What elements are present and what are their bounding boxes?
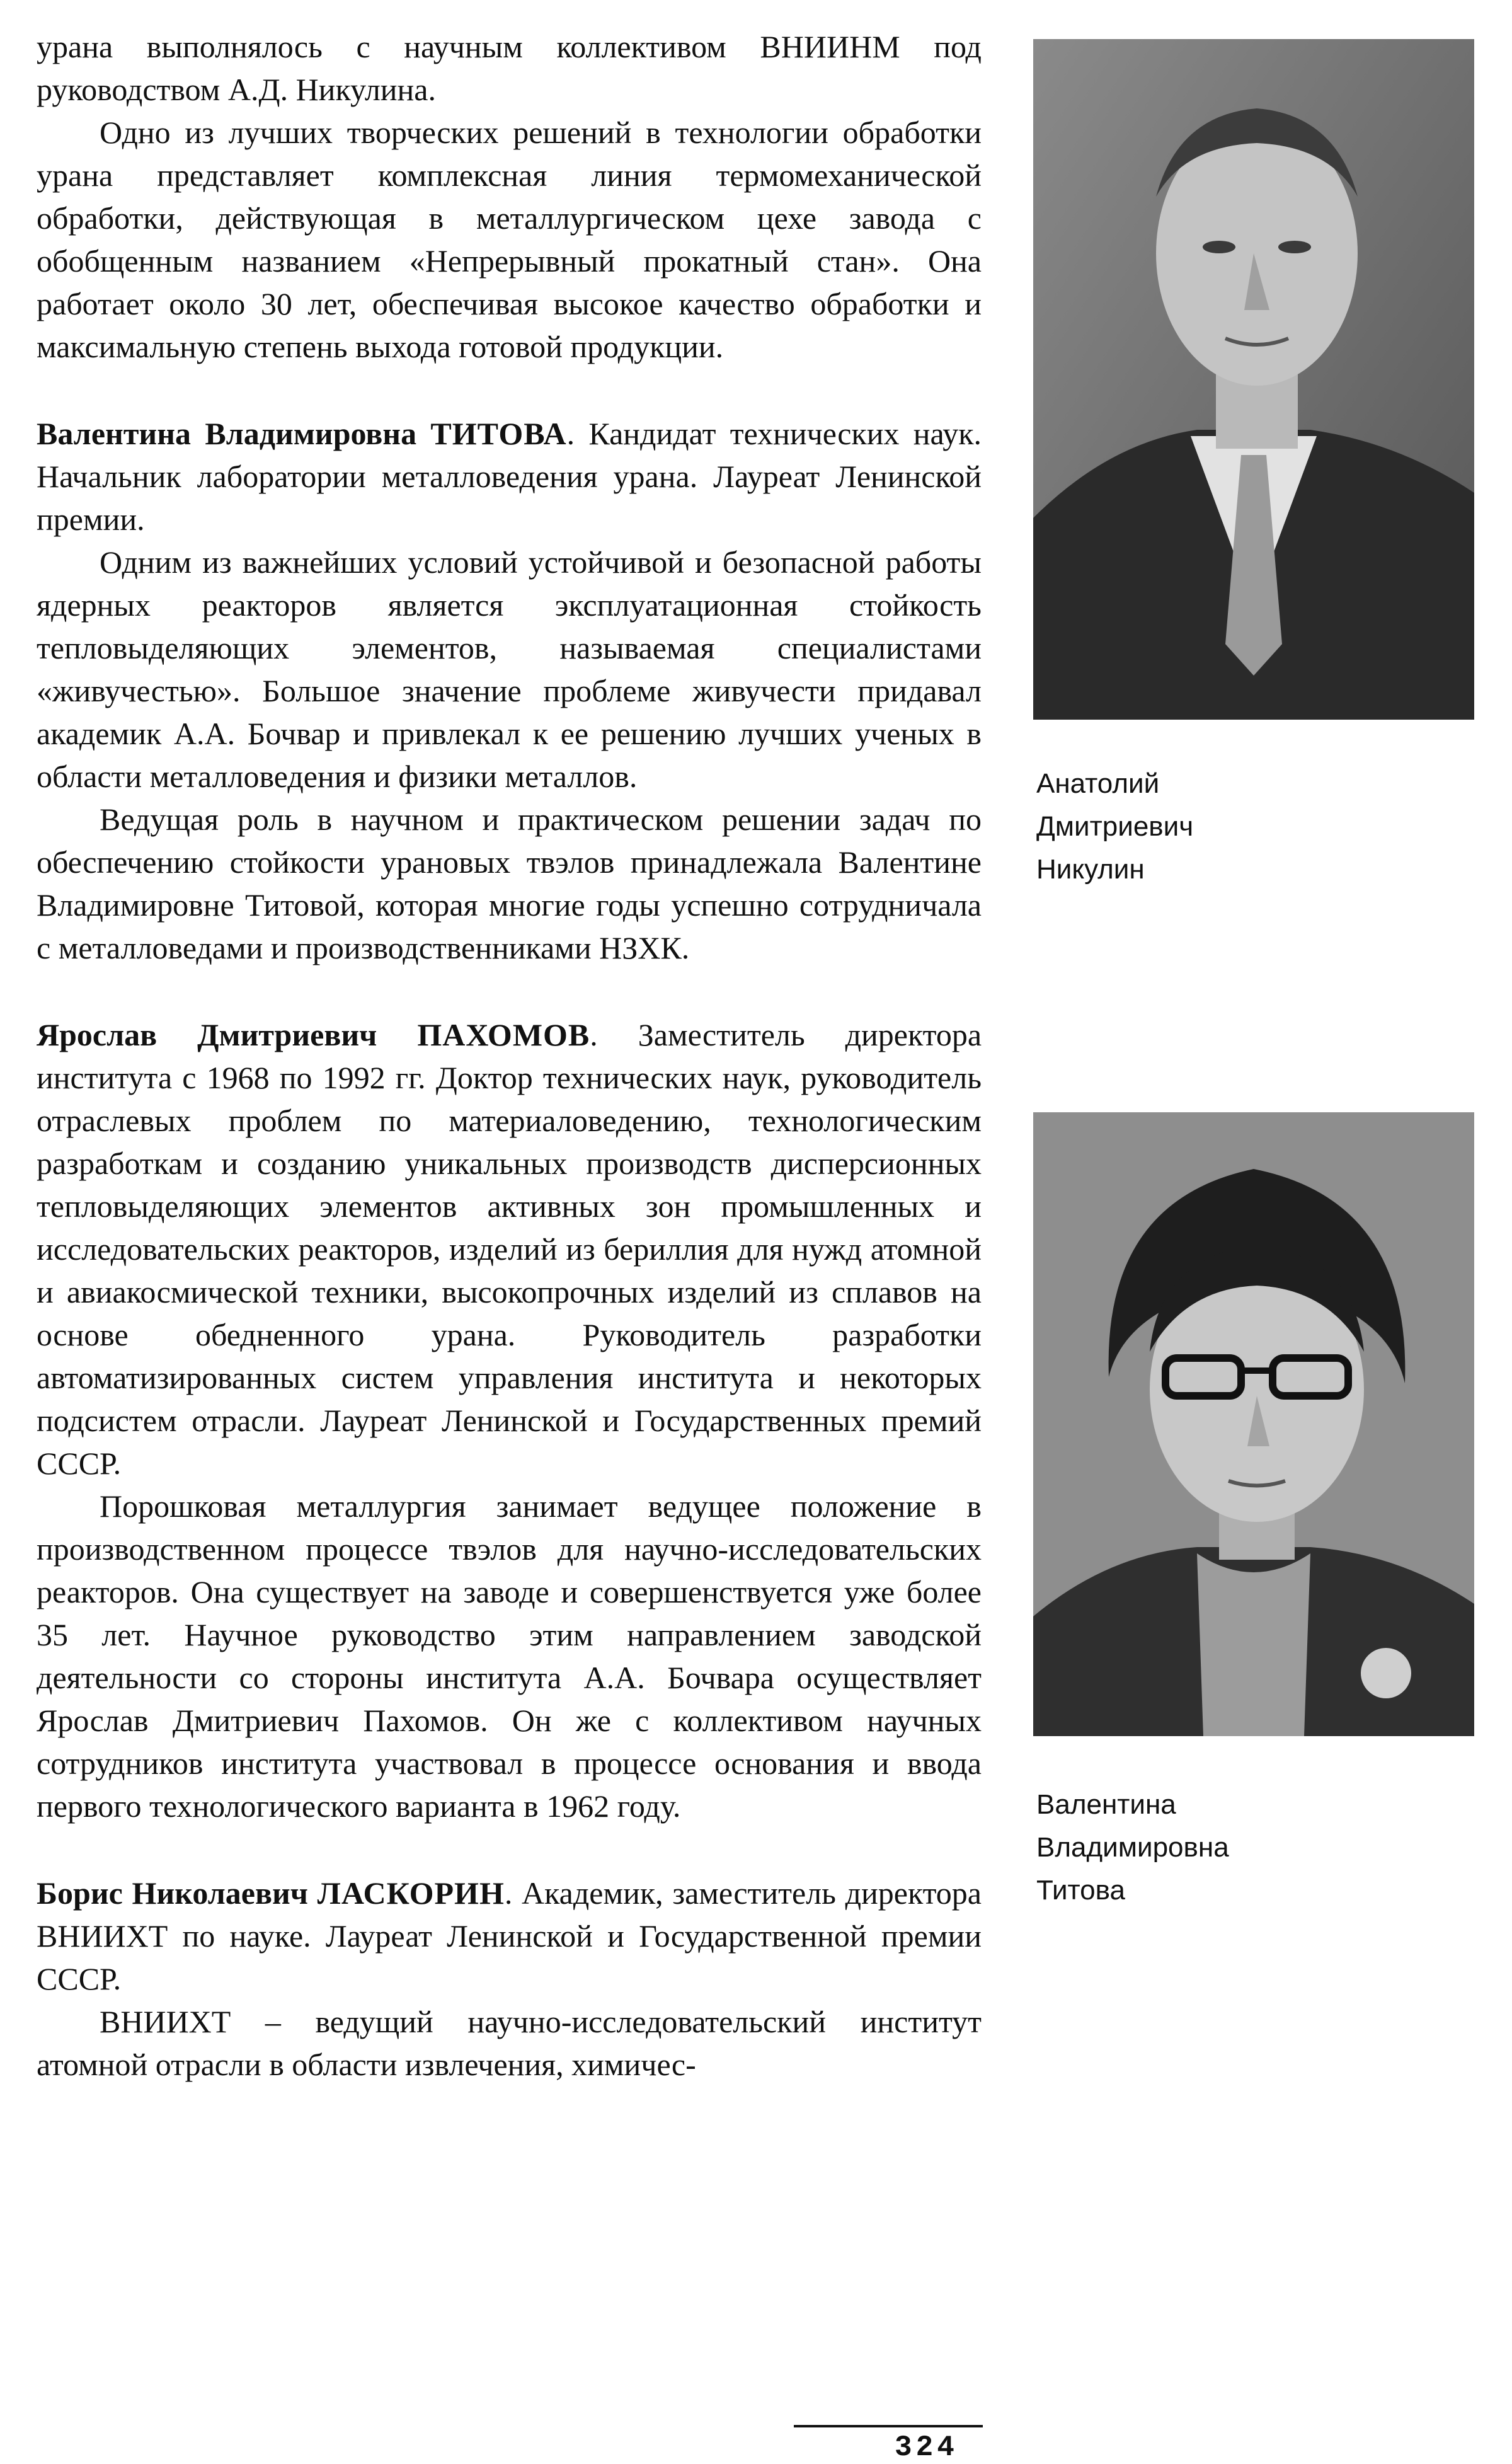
pakhomov-surname: ПАХОМОВ [417, 1017, 590, 1052]
pakhomov-bio [37, 1013, 982, 1485]
caption-line: Никулин [1036, 854, 1145, 885]
caption-line: Дмитриевич [1036, 811, 1194, 842]
caption-line: Анатолий [1036, 768, 1160, 799]
intro-paragraph-2: Одно из лучших творческих решений в технологии обработки урана представляет комплексная линия термомеханической обработки, действующая в металлургическом цехе завода с обобщенным названием «Непрерывный прокатный стан». Она работает около 30 лет, обеспечивая высокое качество обработки и максимальную степень выхода готовой продукции. [37, 115, 982, 364]
titova-paragraph-1: Одним из важнейших условий устойчивой и безопасной работы ядерных реакторов является эксплуатационная стойкость тепловыделяющих элементов, называемая специалистами «живучестью». Большое значение проблеме живучести придавал академик А.А. Бочвар и привлекал к ее решению лучших ученых в области металловедения и физики металлов. [37, 544, 982, 794]
page-number-rule [794, 2425, 983, 2427]
page-number: 324 [895, 2431, 958, 2464]
laskorin-bio [37, 1872, 982, 2000]
titova-bio-text: . Кандидат технических наук. Начальник лаборатории металловедения урана. Лауреат Ленинской премии. [37, 416, 982, 537]
portrait-photo-titova [1033, 1112, 1474, 1736]
caption-line: Владимировна [1036, 1832, 1229, 1863]
portrait-photo-nikulin [1033, 39, 1474, 720]
portrait-nikulin-image [1033, 39, 1474, 720]
pakhomov-bio-text: . Заместитель директора института с 1968 по 1992 гг. Доктор технических наук, руководитель отраслевых проблем по материаловедению, технологическим разработкам и созданию уникальных производств дисперсионных тепловыделяющих элементов активных зон промышленных и исследовательских реакторов, изделий из бериллия для нужд атомной и авиакосмической техники, высокопрочных изделий из сплавов на основе обедненного урана. Руководитель разработки автоматизированных систем управления института и некоторых подсистем отрасли. Лауреат Ленинской и Государственных премий СССР. [37, 1017, 982, 1481]
pakhomov-paragraph-1: Порошковая металлургия занимает ведущее положение в производственном процессе твэлов для научно-исследовательских реакторов. Она существует на заводе и совершенствуется уже более 35 лет. Научное руководство этим направлением заводской деятельности со стороны института А.А. Бочвара осуществляет Ярослав Дмитриевич Пахомов. Он же с коллективом научных сотрудников института участвовал в процессе основания и ввода первого технологического варианта в 1962 году. [37, 1488, 982, 1824]
titova-paragraph-2: Ведущая роль в научном и практическом решении задач по обеспечению стойкости урановых твэлов принадлежала Валентине Владимировне Титовой, которая многие годы успешно сотрудничала с металловедами и производственниками НЗХК. [37, 802, 982, 965]
laskorin-surname: ЛАСКОРИН [317, 1875, 505, 1911]
titova-name: Валентина Владимировна [37, 416, 417, 451]
laskorin-paragraph-1: ВНИИХТ – ведущий научно-исследовательский институт атомной отрасли в области извлечения, химичес- [37, 2004, 982, 2082]
caption-line: Титова [1036, 1875, 1126, 1906]
laskorin-name: Борис Николаевич [37, 1875, 308, 1911]
photo-caption-titova [1036, 1783, 1414, 1912]
portrait-titova-image [1033, 1112, 1474, 1736]
pakhomov-name: Ярослав Дмитриевич [37, 1017, 377, 1052]
main-text-column [37, 25, 982, 2086]
photo-caption-nikulin [1036, 763, 1414, 891]
titova-surname: ТИТОВА [430, 416, 567, 451]
intro-paragraph-1: урана выполнялось с научным коллективом ВНИИНМ под руководством А.Д. Никулина. [37, 29, 982, 107]
titova-bio [37, 412, 982, 541]
laskorin-bio-text: . Академик, заместитель директора ВНИИХТ по науке. Лауреат Ленинской и Государственной премии СССР. [37, 1875, 982, 1996]
caption-line: Валентина [1036, 1789, 1176, 1820]
